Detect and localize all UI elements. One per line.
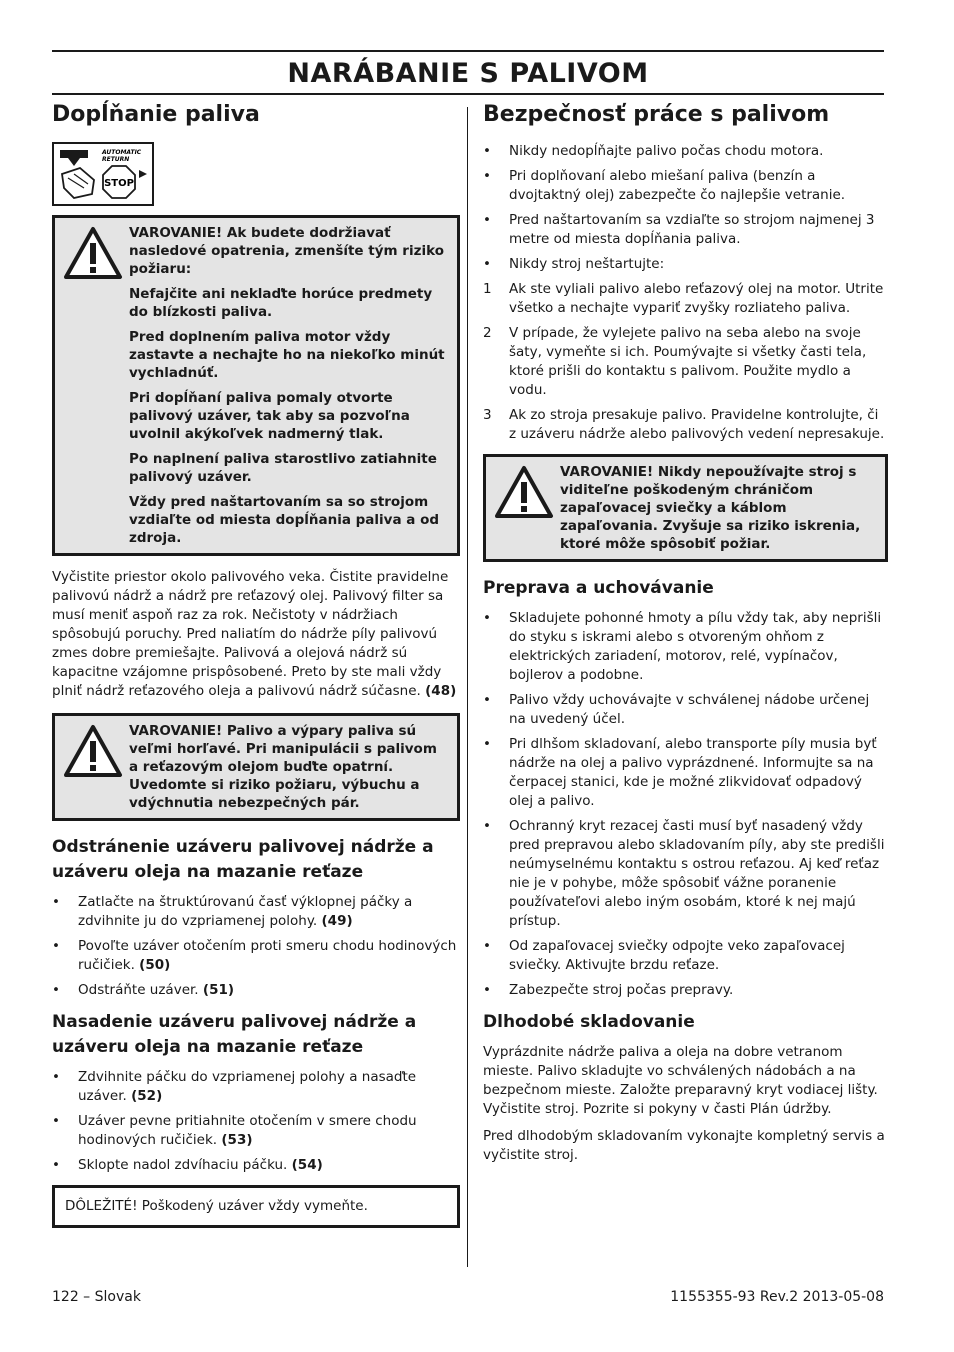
figure-ref: (50) [139,957,171,973]
warning-text [129,224,447,547]
figure-ref: (53) [221,1132,253,1148]
warning-paragraph: VAROVANIE! Palivo a výpary paliva sú veľmi horľavé. Pri manipulácii s palivom a reťazovým olejom buďte opatrní. Uvedomte si riziko požiaru, výbuchu a vdýchnutia nebezpečných pár. [129,723,437,811]
list-item: • Zatlačte na štruktúrovanú časť výklopnej páčky a zdvihnite ju do vzpriamenej polohy. (49) [52,894,413,929]
top-rule [52,50,884,52]
warning-text [560,463,875,553]
list-item: • Pri doplňovaní alebo miešaní paliva (benzín a dvojtaktný olej) zabezpečte čo najlepšie vetranie. [483,168,846,203]
cap-removal-list [52,893,460,1000]
title-rule [52,93,884,95]
warning-paragraph: Pri dopĺňaní paliva pomaly otvorte palivový uzáver, tak aby sa pozvoľna uvolnil akýkoľvek nadmerný tlak. [129,390,410,442]
cleaning-paragraph: Vyčistite priestor okolo palivového veka. Čistite pravidelne palivovú nádrž a nádrž pre reťazový olej. Palivový filter sa musí meniť aspoň raz za rok. Nečistoty v nádržiach spôsobujú poruchy. Pred naliatím do nádrže píly palivovú zmes dobre premiešajte. Palivová a olejová nádrž sú kapacitne vzájomne prispôsobené. Preto by ste mali vždy plniť nádrž reťazového oleja a palivovú nádrž súčasne. (48) [52,569,457,699]
list-item: 1 Ak ste vyliali palivo alebo reťazový olej na motor. Utrite všetko a nechajte vypariť zvyšky rozliateho paliva. [483,281,884,316]
list-item: • Nikdy nedopĺňajte palivo počas chodu motora. [483,143,824,159]
warning-box-spark-plug [483,454,888,562]
warning-paragraph: VAROVANIE! Ak budete dodržiavať nasledové opatrenia, zmenšíte tým riziko požiaru: [129,225,444,277]
important-note-box: DÔLEŽITÉ! Poškodený uzáver vždy vymeňte. [52,1185,460,1228]
left-column [52,100,460,1228]
list-item: • Od zapaľovacej sviečky odpojte veko zapaľovacej sviečky. Aktivujte brzdu reťaze. [483,938,845,973]
list-item: • Ochranný kryt rezacej časti musí byť nasadený vždy pred prepravou alebo skladovaním píly, aby ste predišli neúmyselnému kontaktu s ostrou reťazou. Aj keď reťaz nie je v pohybe, môže spôsobiť vážne poranenie používateľovi alebo iným osobám, ktoré k nej majú prístup. [483,818,885,929]
figure-ref: (54) [291,1157,323,1173]
fuel-can-stop-pictogram [52,142,154,206]
column-divider [467,107,468,1267]
warning-box-flammable [52,713,460,821]
list-item: • Zdvihnite páčku do vzpriamenej polohy a nasaďte uzáver. (52) [52,1069,417,1104]
section-heading-fuel-safety: Bezpečnosť práce s palivom [483,102,830,127]
warning-triangle-icon [63,224,129,547]
list-item: • Odstráňte uzáver. (51) [52,982,235,998]
list-item: • Uzáver pevne pritiahnite otočením v smere chodu hodinových ručičiek. (53) [52,1113,417,1148]
warning-paragraph: Po naplnení paliva starostlivo zatiahnite palivový uzáver. [129,451,437,485]
storage-paragraph: Pred dlhodobým skladovaním vykonajte kompletný servis a vyčistite stroj. [483,1128,885,1163]
transport-list [483,609,888,1000]
figure-ref: (52) [131,1088,163,1104]
pictogram-stop-text: STOP [104,178,134,189]
pictogram-label-2: RETURN [102,156,130,163]
warning-paragraph: Vždy pred naštartovaním sa so strojom vzdiaľte od miesta dopĺňania paliva a od zdroja. [129,494,440,546]
list-item: • Zabezpečte stroj počas prepravy. [483,982,734,998]
list-item: • Pri dlhšom skladovaní, alebo transporte píly musia byť nádrže na olej a palivo vyprázdnené. Informujte sa na čerpacej stanici, kde je možné zlikvidovať odpadový olej a palivo. [483,736,877,809]
figure-ref: (49) [321,913,353,929]
section-heading-long-term-storage: Dlhodobé skladovanie [483,1012,695,1032]
page-number: 122 – Slovak [52,1289,141,1305]
list-item: • Pred naštartovaním sa vzdiaľte so strojom najmenej 3 metre od miesta dopĺňania paliva. [483,212,875,247]
page-title: NARÁBANIE S PALIVOM [287,58,649,89]
section-heading-transport: Preprava a uchovávanie [483,578,714,598]
pictogram-label-1: AUTOMATIC [102,149,142,156]
warning-paragraph: Pred doplnením paliva motor vždy zastavte a nechajte ho na niekoľko minút vychladnúť. [129,329,445,381]
section-heading-refueling: Dopĺňanie paliva [52,102,260,127]
list-item: • Sklopte nadol zdvíhaciu páčku. (54) [52,1157,323,1173]
section-heading-cap-removal: Odstránenie uzáveru palivovej nádrže a uzáveru oleja na mazanie reťaze [52,837,434,882]
warning-paragraph: VAROVANIE! Nikdy nepoužívajte stroj s viditeľne poškodeným chráničom zapaľovacej sviečky a káblom zapaľovania. Zvyšuje sa riziko iskrenia, ktoré môže spôsobiť požiar. [560,464,861,552]
section-heading-cap-fitting: Nasadenie uzáveru palivovej nádrže a uzáveru oleja na mazanie reťaze [52,1012,417,1057]
warning-triangle-icon [494,463,560,553]
list-item: 3 Ak zo stroja presakuje palivo. Pravidelne kontrolujte, či z uzáveru nádrže alebo palivových vedení nepresakuje. [483,407,885,442]
warning-text [129,722,447,812]
warning-box-fire-risk [52,215,460,556]
cap-fitting-list [52,1068,460,1175]
right-column [483,100,888,1173]
figure-ref: (48) [425,683,457,699]
figure-ref: (51) [202,982,235,998]
fuel-safety-list [483,142,888,444]
list-item: • Palivo vždy uchovávajte v schválenej nádobe určenej na uvedený účel. [483,692,870,727]
storage-paragraph: Vyprázdnite nádrže paliva a oleja na dobre vetranom mieste. Palivo skladujte vo schválených nádobách a na bezpečnom mieste. Založte preparavný kryt vodiacej lišty. Vyčistite stroj. Pozrite si pokyny v časti Plán údržby. [483,1044,878,1117]
warning-paragraph: Nefajčite ani neklaďte horúce predmety do blízkosti paliva. [129,286,433,320]
list-item: 2 V prípade, že vylejete palivo na seba alebo na svoje šaty, vymeňte si ich. Poumývajte si všetky časti tela, ktoré prišli do kontaktu s palivom. Použite mydlo a vodu. [483,325,867,398]
list-item: • Skladujete pohonné hmoty a pílu vždy tak, aby neprišli do styku s iskrami alebo s otvoreným ohňom z elektrických zariadení, motorov, relé, vypínačov, bojlerov a podobne. [483,610,882,683]
list-item: • Povoľte uzáver otočením proti smeru chodu hodinových ručičiek. (50) [52,938,457,973]
document-revision: 1155355-93 Rev.2 2013-05-08 [670,1289,884,1305]
list-item: • Nikdy stroj neštartujte: [483,256,665,272]
warning-triangle-icon [63,722,129,812]
